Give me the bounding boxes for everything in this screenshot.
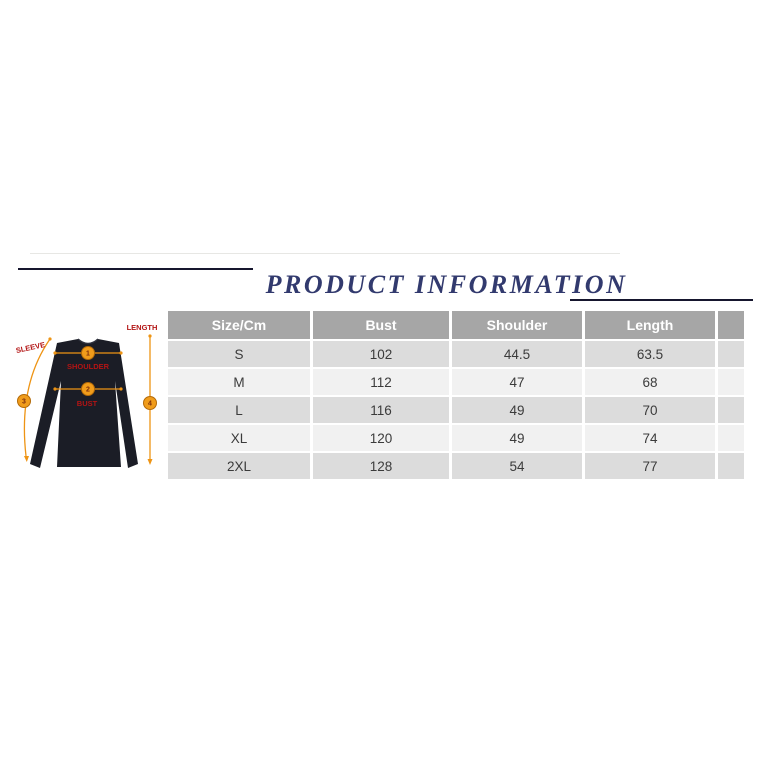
spacer-cell	[718, 453, 744, 479]
table-row	[168, 425, 744, 451]
shoulder-marker-number: 1	[86, 350, 90, 358]
length-cell: 70	[585, 397, 715, 423]
table-row	[168, 453, 744, 479]
size-chart-table	[165, 309, 747, 481]
column-header-spacer	[718, 311, 744, 339]
column-header-bust: Bust	[313, 311, 449, 339]
table-header-row	[168, 311, 744, 339]
spacer-cell	[718, 397, 744, 423]
product-measurement-diagram	[5, 315, 170, 500]
shoulder-cell: 49	[452, 397, 582, 423]
bust-cell: 128	[313, 453, 449, 479]
bust-label: BUST	[76, 399, 98, 408]
decorative-faint-line	[30, 253, 620, 254]
bust-cell: 102	[313, 341, 449, 367]
length-label: LENGTH	[126, 323, 158, 332]
size-cell: S	[168, 341, 310, 367]
length-cell: 68	[585, 369, 715, 395]
sleeve-marker-number: 3	[22, 398, 26, 406]
size-cell: M	[168, 369, 310, 395]
sleeve-label: SLEEVE	[15, 340, 46, 356]
size-cell: L	[168, 397, 310, 423]
spacer-cell	[718, 341, 744, 367]
shoulder-label: SHOULDER	[66, 362, 110, 371]
table-row	[168, 397, 744, 423]
bust-marker-number: 2	[86, 386, 90, 394]
shoulder-cell: 44.5	[452, 341, 582, 367]
shoulder-cell: 47	[452, 369, 582, 395]
page-title: PRODUCT INFORMATION	[265, 270, 628, 299]
column-header-shoulder: Shoulder	[452, 311, 582, 339]
length-cell: 74	[585, 425, 715, 451]
bust-cell: 112	[313, 369, 449, 395]
bust-cell: 116	[313, 397, 449, 423]
bust-cell: 120	[313, 425, 449, 451]
length-cell: 77	[585, 453, 715, 479]
title-rule-right	[570, 299, 753, 301]
size-cell: 2XL	[168, 453, 310, 479]
spacer-cell	[718, 425, 744, 451]
column-header-length: Length	[585, 311, 715, 339]
shoulder-cell: 49	[452, 425, 582, 451]
column-header-size: Size/Cm	[168, 311, 310, 339]
length-marker-number: 4	[148, 400, 152, 408]
length-cell: 63.5	[585, 341, 715, 367]
table-row	[168, 369, 744, 395]
spacer-cell	[718, 369, 744, 395]
table-row	[168, 341, 744, 367]
size-cell: XL	[168, 425, 310, 451]
shoulder-cell: 54	[452, 453, 582, 479]
